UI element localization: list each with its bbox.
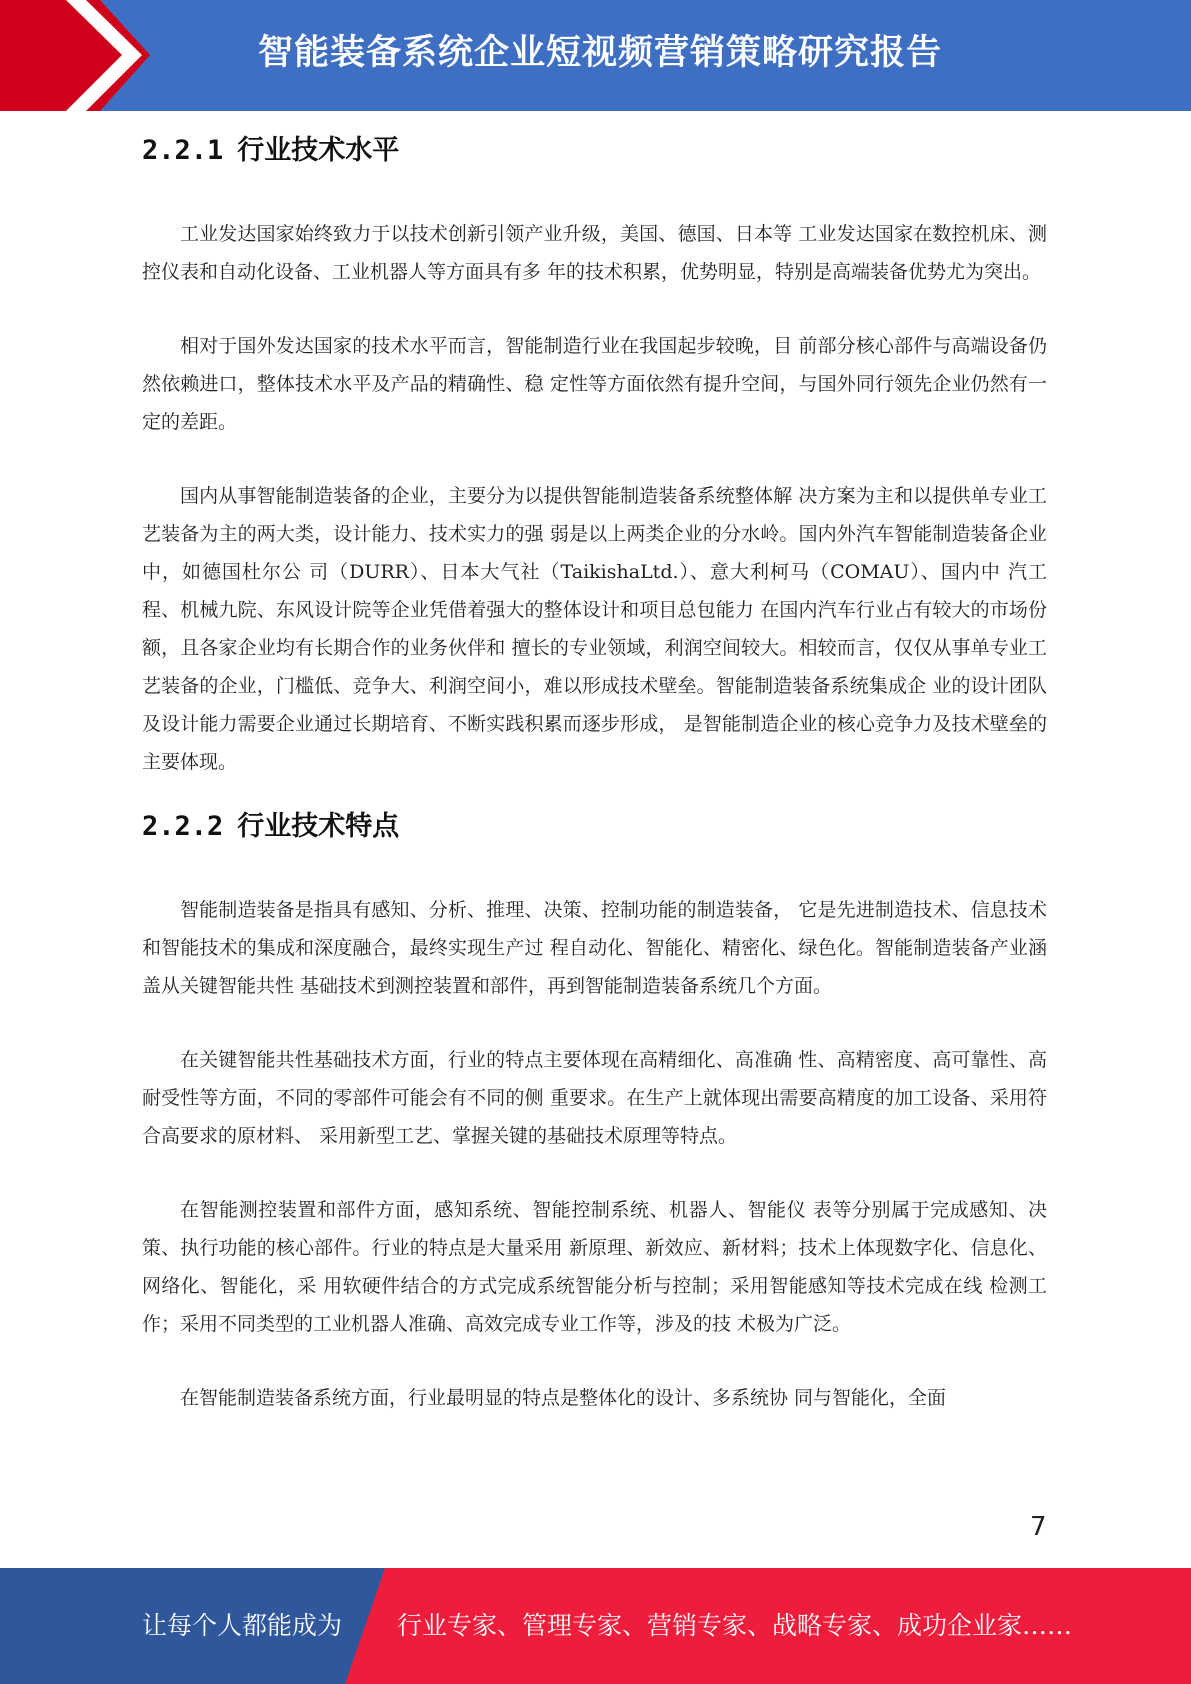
- section-number: 2.2.2: [142, 811, 224, 842]
- section-title: 行业技术水平: [237, 135, 400, 166]
- page-footer-band: [0, 1568, 1191, 1684]
- section-heading: [142, 125, 1047, 177]
- section-heading: [142, 801, 1047, 853]
- paragraph: 工业发达国家始终致力于以技术创新引领产业升级，美国、德国、日本等 工业发达国家在数控机床、测控仪表和自动化设备、工业机器人等方面具有多 年的技术积累，优势明显，特别是高端装备优势尤为突出。: [142, 223, 1047, 283]
- paragraph: 相对于国外发达国家的技术水平而言，智能制造行业在我国起步较晚，目 前部分核心部件与高端设备仍然依赖进口，整体技术水平及产品的精确性、稳 定性等方面依然有提升空间，与国外同行领先企业仍然有一定的差距。: [142, 335, 1047, 433]
- paragraph: 在关键智能共性基础技术方面，行业的特点主要体现在高精细化、高准确 性、高精密度、高可靠性、高耐受性等方面，不同的零部件可能会有不同的侧 重要求。在生产上就体现出需要高精度的加工设备、采用符合高要求的原材料、 采用新型工艺、掌握关键的基础技术原理等特点。: [142, 1049, 1047, 1147]
- footer-slogan-right: 行业专家、管理专家、营销专家、战略专家、成功企业家……: [397, 1611, 1073, 1640]
- paragraph: 智能制造装备是指具有感知、分析、推理、决策、控制功能的制造装备， 它是先进制造技术、信息技术和智能技术的集成和深度融合，最终实现生产过 程自动化、智能化、精密化、绿色化。智能制造装备产业涵盖从关键智能共性 基础技术到测控装置和部件，再到智能制造装备系统几个方面。: [142, 899, 1047, 997]
- page-number: 7: [1030, 1512, 1047, 1542]
- page-content: [142, 125, 1047, 1417]
- footer-slogan-left: 让每个人都能成为: [142, 1611, 343, 1640]
- report-title: 智能装备系统企业短视频营销策略研究报告: [258, 33, 943, 73]
- paragraph: 在智能制造装备系统方面，行业最明显的特点是整体化的设计、多系统协 同与智能化，全面: [180, 1387, 947, 1409]
- paragraph: 国内从事智能制造装备的企业，主要分为以提供智能制造装备系统整体解 决方案为主和以提供单专业工艺装备为主的两大类，设计能力、技术实力的强 弱是以上两类企业的分水岭。国内外汽车智能制造装备企业中，如德国杜尔公 司（DURR）、日本大气社（TaikishaLtd.）、意大利柯马（COMAU）、国内中 汽工程、机械九院、东风设计院等企业凭借着强大的整体设计和项目总包能力 在国内汽车行业占有较大的市场份额，且各家企业均有长期合作的业务伙伴和 擅长的专业领域，利润空间较大。相较而言，仅仅从事单专业工艺装备的企业，门槛低、竞争大、利润空间小，难以形成技术壁垒。智能制造装备系统集成企 业的设计团队及设计能力需要企业通过长期培育、不断实践积累而逐步形成， 是智能制造企业的核心竞争力及技术壁垒的主要体现。: [142, 485, 1047, 773]
- section-title: 行业技术特点: [237, 811, 400, 842]
- chevron-arrow-icon: [0, 0, 160, 111]
- section-number: 2.2.1: [142, 135, 224, 166]
- paragraph: 在智能测控装置和部件方面，感知系统、智能控制系统、机器人、智能仪 表等分别属于完成感知、决策、执行功能的核心部件。行业的特点是大量采用 新原理、新效应、新材料；技术上体现数字化、信息化、网络化、智能化，采 用软硬件结合的方式完成系统智能分析与控制；采用智能感知等技术完成在线 检测工作；采用不同类型的工业机器人准确、高效完成专业工作等，涉及的技 术极为广泛。: [142, 1199, 1047, 1335]
- page-header-band: [0, 0, 1191, 111]
